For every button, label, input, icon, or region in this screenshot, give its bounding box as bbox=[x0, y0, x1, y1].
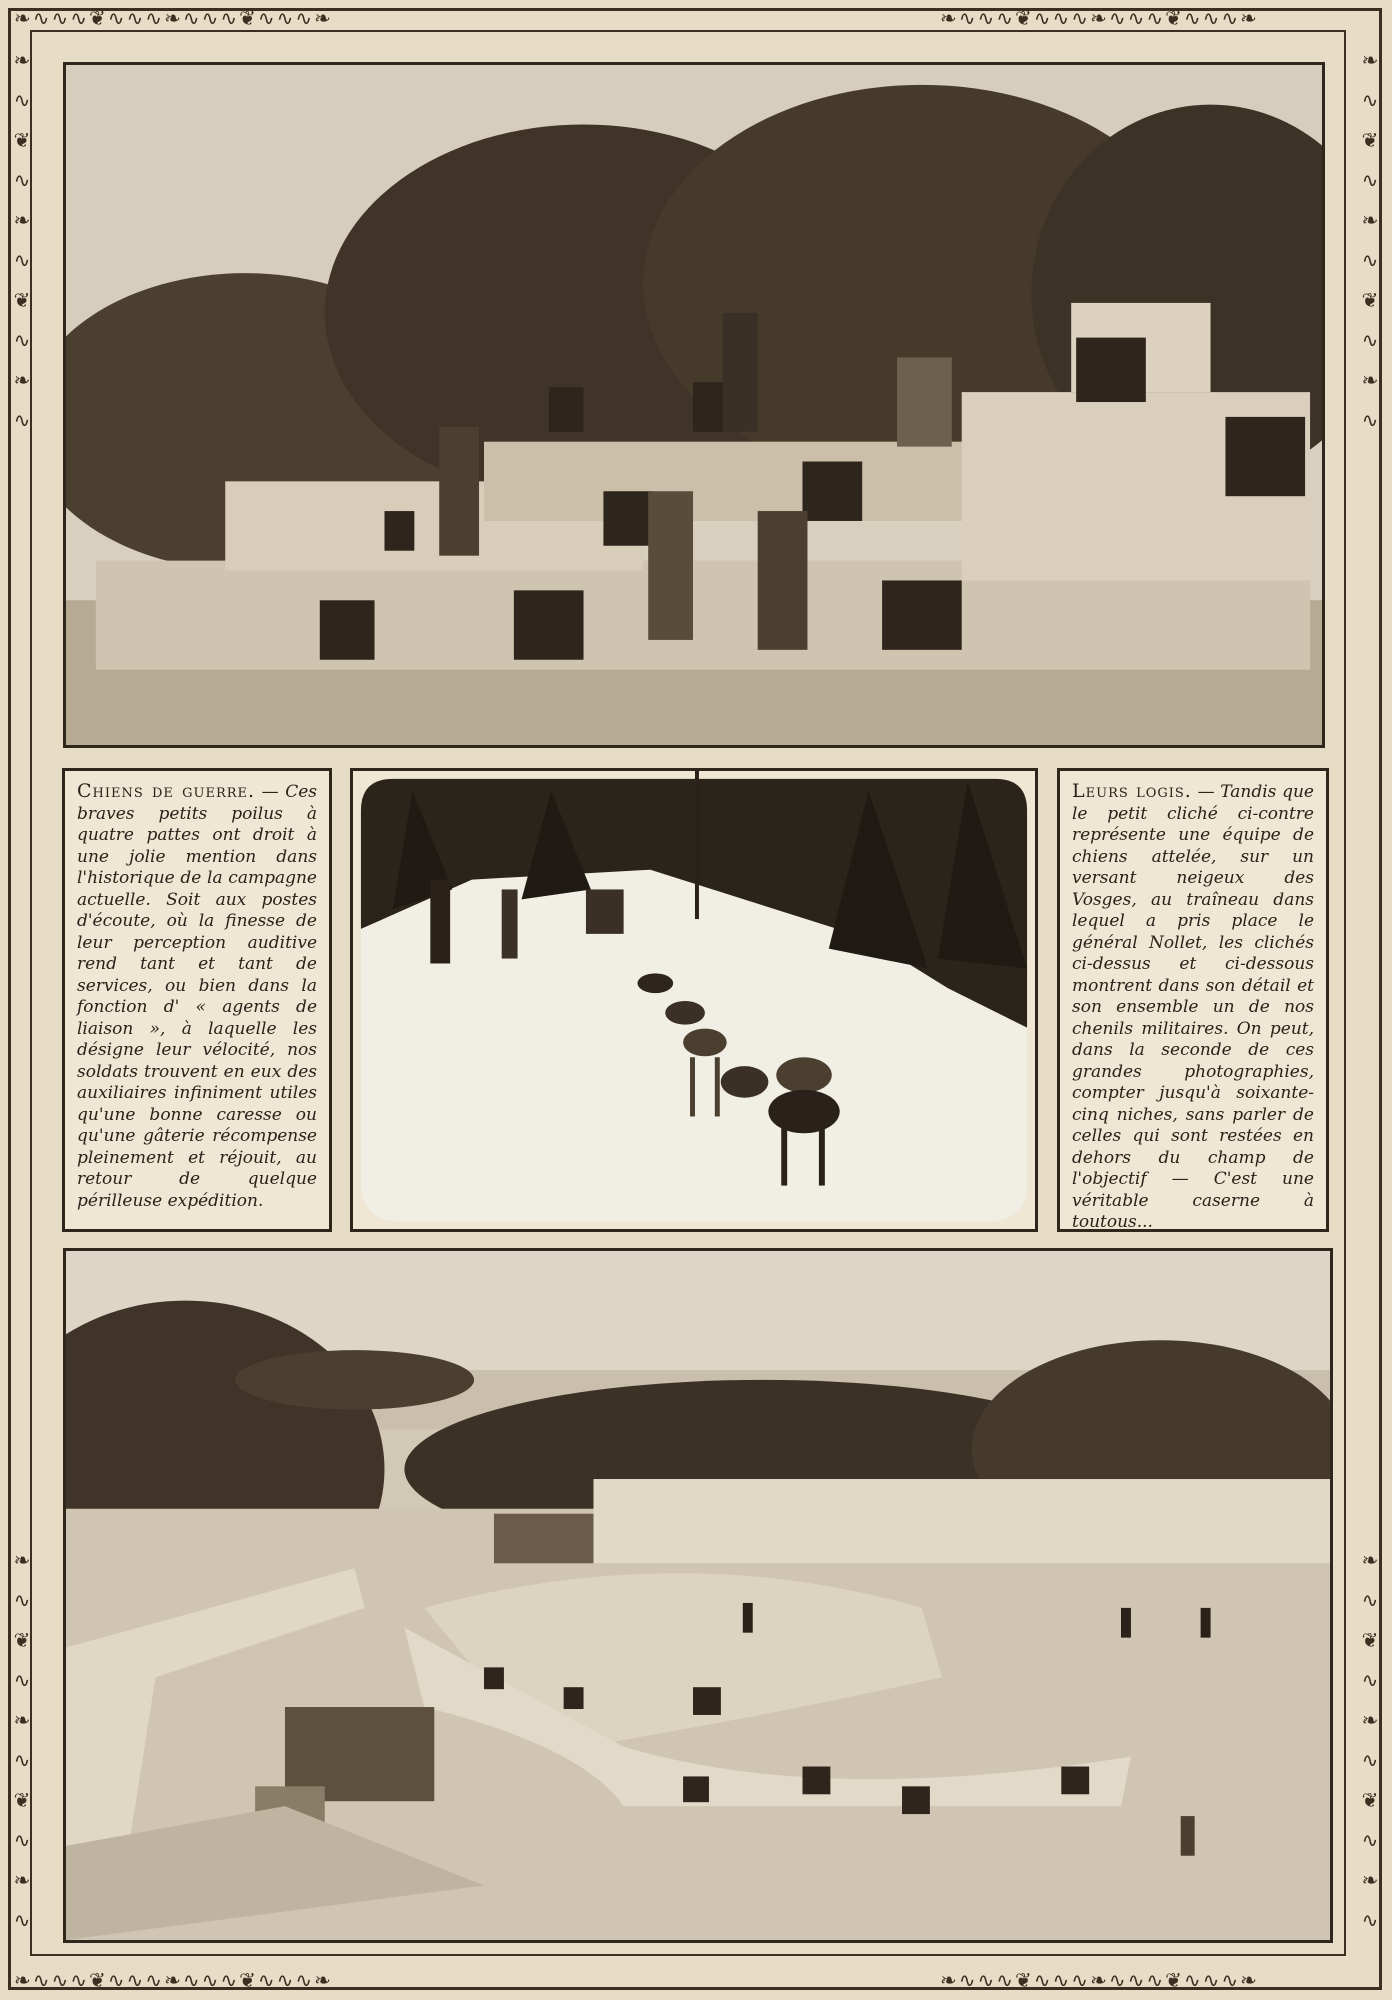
right-ornament-bottom: ❧ ∿ ❦ ∿ ❧ ∿ ❦ ∿ ❧ ∿ bbox=[1361, 1548, 1379, 1932]
right-ornament-top: ❧ ∿ ❦ ∿ ❧ ∿ ❦ ∿ ❧ ∿ bbox=[1361, 48, 1379, 432]
photo-kennels-panorama bbox=[63, 1248, 1333, 1943]
left-caption-box bbox=[62, 768, 332, 1232]
bottom-ornament-right: ❧∿∿∿❦∿∿∿❧∿∿∿❦∿∿∿❧ bbox=[940, 1968, 1259, 1992]
left-ornament-bottom: ❧ ∿ ❦ ∿ ❧ ∿ ❦ ∿ ❧ ∿ bbox=[13, 1548, 31, 1932]
right-caption-box bbox=[1057, 768, 1329, 1232]
right-caption-heading: Leurs logis. bbox=[1072, 780, 1192, 802]
bottom-ornament-left: ❧∿∿∿❦∿∿∿❧∿∿∿❦∿∿∿❧ bbox=[14, 1968, 333, 1992]
photo-kennels-closeup bbox=[63, 62, 1325, 748]
top-ornament-left: ❧∿∿∿❦∿∿∿❧∿∿∿❦∿∿∿❧ bbox=[14, 6, 333, 30]
photo-sled-dogs bbox=[350, 768, 1038, 1232]
top-ornament-right: ❧∿∿∿❦∿∿∿❧∿∿∿❦∿∿∿❧ bbox=[940, 6, 1259, 30]
right-caption-body: — Tandis que le petit cliché ci-contre représente une équipe de chiens attelée, sur un versant neigeux des Vosges, au traîneau dans lequel a pris place le général Nollet, les clichés ci-dessus et ci-dessous montrent dans son détail et son ensemble un de nos chenils militaires. On peut, dans la seconde de ces grandes photographies, compter jusqu'à soixante-cinq niches, sans parler de celles qui sont restées en dehors du champ de l'objectif — C'est une véritable caserne à toutous... bbox=[1072, 782, 1314, 1232]
left-caption-body: — Ces braves petits poilus à quatre pattes ont droit à une jolie mention dans l'historique de la campagne actuelle. Soit aux postes d'écoute, où la finesse de leur perception auditive rend tant et tant de services, ou bien dans la fonction d' « agents de liaison », à laquelle les désigne leur vélocité, nos soldats trouvent en eux des auxiliaires infiniment utiles qu'une bonne caresse ou qu'une gâterie récompense pleinement et réjouit, au retour de quelque périlleuse expédition. bbox=[77, 782, 317, 1211]
left-caption-heading: Chiens de guerre. bbox=[77, 780, 256, 802]
left-ornament-top: ❧ ∿ ❦ ∿ ❧ ∿ ❦ ∿ ❧ ∿ bbox=[13, 48, 31, 432]
